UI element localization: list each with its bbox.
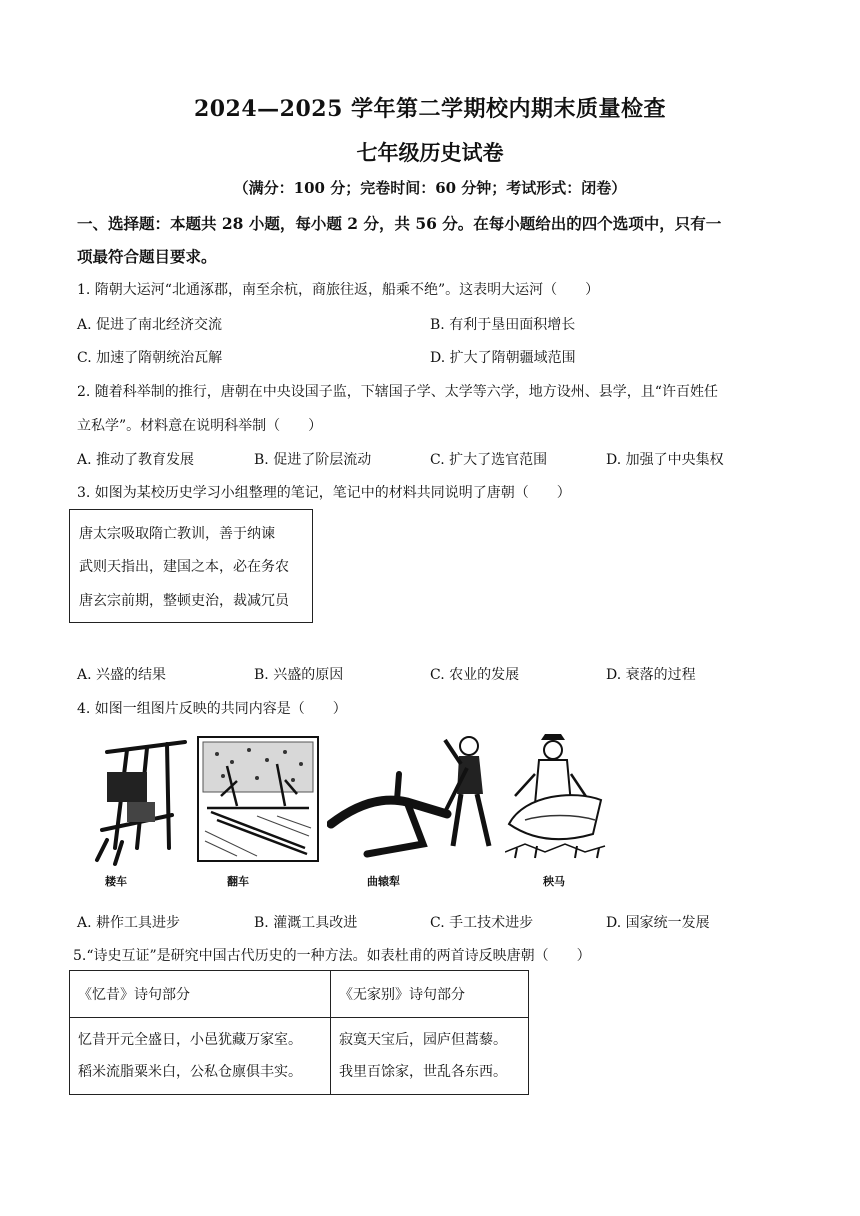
q4-option-b: B. 灌溉工具改进 bbox=[254, 915, 358, 931]
q4-stem: 4. 如图一组图片反映的共同内容是（ ） bbox=[77, 701, 347, 717]
poem-cell-wujiabie bbox=[331, 1018, 529, 1095]
curved-plow-illustration bbox=[327, 734, 497, 866]
q3-option-a: A. 兴盛的结果 bbox=[77, 667, 167, 683]
poem-wujiabie-line2: 我里百馀家，世乱各东西。 bbox=[339, 1064, 507, 1080]
q4-option-d: D. 国家统一发展 bbox=[606, 915, 710, 931]
exam-info: （满分：100 分；完卷时间：60 分钟；考试形式：闭卷） bbox=[233, 179, 627, 197]
poem-cell-yixi bbox=[70, 1018, 331, 1095]
caption-seeder: 耧车 bbox=[105, 875, 127, 888]
q2-option-d: D. 加强了中央集权 bbox=[606, 452, 724, 468]
q1-option-b: B. 有利于垦田面积增长 bbox=[430, 317, 576, 333]
caption-chain-pump: 翻车 bbox=[227, 875, 249, 888]
section-heading-line2: 项最符合题目要求。 bbox=[77, 247, 217, 266]
caption-curved-plow: 曲辕犁 bbox=[367, 875, 400, 888]
q4-option-a: A. 耕作工具进步 bbox=[77, 915, 181, 931]
q3-note-3: 唐玄宗前期，整顿吏治，裁减冗员 bbox=[79, 593, 289, 609]
poem-yixi-line1: 忆昔开元全盛日，小邑犹藏万家室。 bbox=[78, 1032, 302, 1048]
seedling-horse-illustration bbox=[505, 734, 615, 866]
section-heading-line1: 一、选择题：本题共 28 小题，每小题 2 分，共 56 分。在每小题给出的四个选项中，只有一 bbox=[77, 214, 722, 233]
q3-note-1: 唐太宗吸取隋亡教训，善于纳谏 bbox=[79, 526, 275, 542]
q3-option-c: C. 农业的发展 bbox=[430, 667, 520, 683]
q3-note-2: 武则天指出，建国之本，必在务农 bbox=[79, 559, 289, 575]
q5-stem: 5.“诗史互证”是研究中国古代历史的一种方法。如表杜甫的两首诗反映唐朝（ ） bbox=[73, 948, 591, 964]
q3-stem: 3. 如图为某校历史学习小组整理的笔记，笔记中的材料共同说明了唐朝（ ） bbox=[77, 485, 571, 501]
q2-option-c: C. 扩大了选官范围 bbox=[430, 452, 548, 468]
q2-stem-line2: 立私学”。材料意在说明科举制（ ） bbox=[77, 418, 323, 434]
q1-option-d: D. 扩大了隋朝疆域范围 bbox=[430, 350, 576, 366]
q4-figures bbox=[77, 730, 617, 895]
poem-wujiabie-line1: 寂寞天宝后，园庐但蒿藜。 bbox=[339, 1032, 507, 1048]
exam-title: 2024—2025 学年第二学期校内期末质量检查 bbox=[193, 96, 667, 122]
q2-option-a: A. 推动了教育发展 bbox=[77, 452, 195, 468]
caption-seedling-horse: 秧马 bbox=[543, 875, 565, 888]
q5-poem-table bbox=[69, 970, 529, 1095]
q2-option-b: B. 促进了阶层流动 bbox=[254, 452, 372, 468]
poem-header-yixi: 《忆昔》诗句部分 bbox=[70, 971, 331, 1018]
seeder-illustration bbox=[77, 730, 187, 870]
q2-stem-line1: 2. 随着科举制的推行，唐朝在中央设国子监，下辖国子学、太学等六学，地方设州、县学，且“许百姓任 bbox=[77, 384, 718, 400]
q1-stem: 1. 隋朝大运河“北通涿郡，南至余杭，商旅往返，船乘不绝”。这表明大运河（ ） bbox=[77, 282, 600, 298]
q4-option-c: C. 手工技术进步 bbox=[430, 915, 534, 931]
q1-option-c: C. 加速了隋朝统治瓦解 bbox=[77, 350, 223, 366]
q3-option-b: B. 兴盛的原因 bbox=[254, 667, 344, 683]
poem-yixi-line2: 稻米流脂粟米白，公私仓廪俱丰实。 bbox=[78, 1064, 302, 1080]
poem-header-wujiabie: 《无家别》诗句部分 bbox=[331, 971, 529, 1018]
exam-subtitle: 七年级历史试卷 bbox=[356, 140, 504, 165]
q3-option-d: D. 衰落的过程 bbox=[606, 667, 696, 683]
chain-pump-illustration bbox=[197, 736, 319, 862]
q1-option-a: A. 促进了南北经济交流 bbox=[77, 317, 223, 333]
q3-notes-box bbox=[69, 509, 313, 623]
